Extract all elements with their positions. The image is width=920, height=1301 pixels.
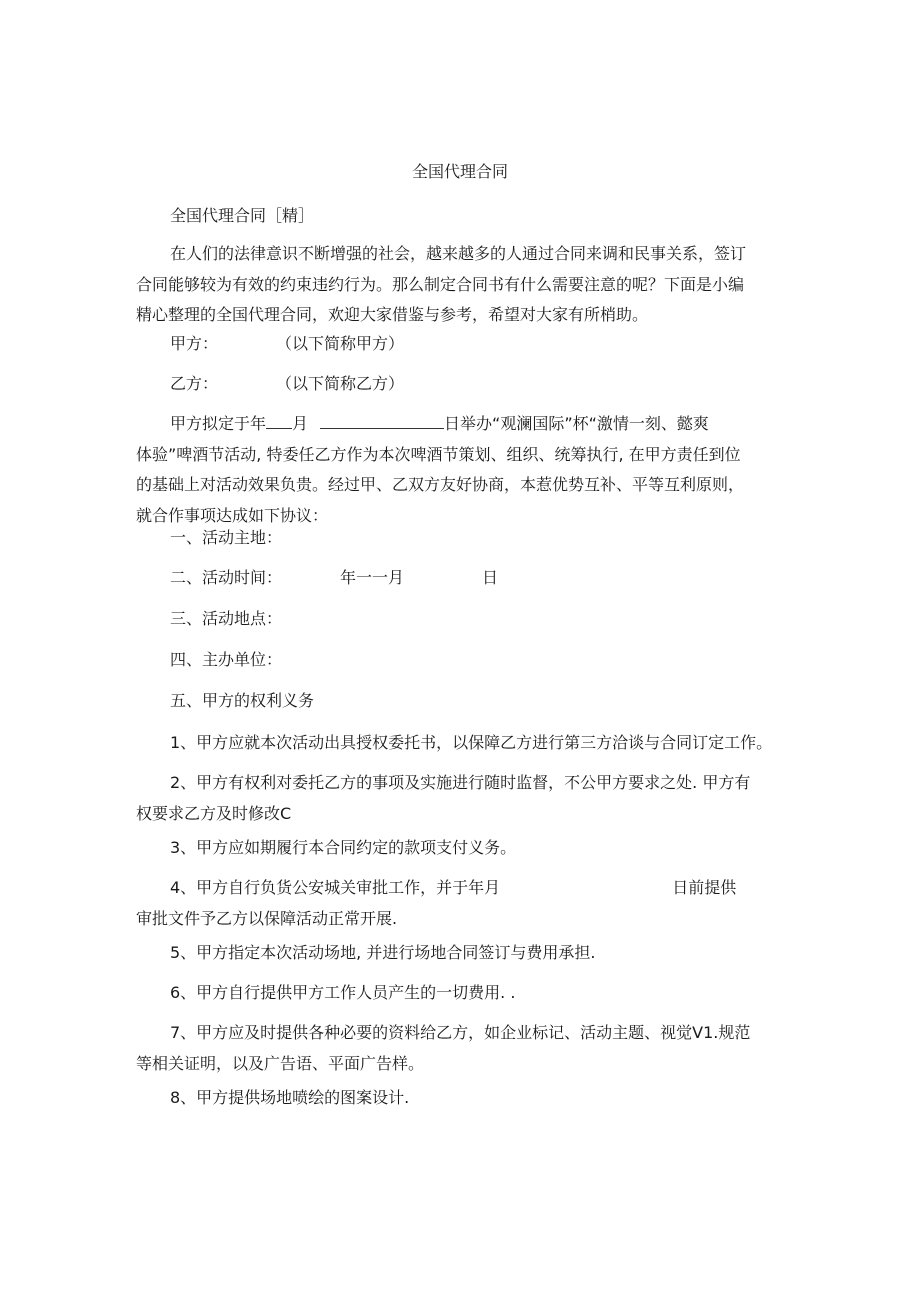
blank-underline [320, 412, 444, 429]
clause-1: 1、甲方应就本次活动出具授权委托书，以保障乙方进行第三方洽谈与合同订定工作。 [170, 733, 773, 752]
party-a-line: 甲方： （以下简称甲方） [170, 334, 405, 353]
document-title: 全国代理合同 [411, 162, 508, 181]
clause-3: 3、甲方应如期履行本合同约定的款项支付义务。 [170, 838, 517, 857]
item-rights-heading: 五、甲方的权利义务 [170, 691, 315, 710]
blank-underline [266, 412, 292, 429]
item-activity-place: 三、活动地点： [170, 609, 283, 628]
clause-5: 5、甲方指定本次活动场地, 并进行场地合同签订与费用承担. [170, 943, 596, 962]
clause-2: 2、甲方有权利对委托乙方的事项及实施进行随时监督，不公甲方要求之处. 甲方有 权要求乙方及时修改C [136, 773, 751, 823]
preamble-paragraph: 甲方拟定于年 月 日举办“观澜国际”杯“激情一刻、懿爽 体验”啤酒节活动, 特委任乙方作为本次啤酒节策划、组织、统筹执行, 在甲方责任到位 的基础上对活动效果负贵。经过甲、乙双方友好协商，本惹优势互补、平等互利原则， 就合作事项达成如下协议： [136, 414, 745, 525]
clause-8: 8、甲方提供场地喷绘的图案设计. [170, 1088, 410, 1107]
document-subtitle: 全国代理合同［精］ [170, 206, 315, 225]
item-activity-subject: 一、活动主地： [170, 528, 283, 547]
clause-6: 6、甲方自行提供甲方工作人员产生的一切费用. . [170, 983, 516, 1002]
party-b-line: 乙方： （以下简称乙方） [170, 374, 405, 393]
clause-4: 4、甲方自行负货公安城关审批工作，并于年月 日前提供 审批文件予乙方以保障活动正常开展. [136, 878, 737, 928]
item-activity-time: 二、活动时间： 年一一月 日 [170, 568, 499, 587]
item-organizer: 四、主办单位： [170, 650, 283, 669]
intro-paragraph: 在人们的法律意识不断增强的社会，越来越多的人通过合同来调和民事关系，签订 合同能够较为有效的约束违约行为。那么制定合同书有什么需要注意的呢？下面是小编 精心整理的全国代理合同，欢迎大家借鉴与参考，希望对大家有所梢助。 [136, 244, 747, 324]
clause-7: 7、甲方应及时提供各种必要的资料给乙方，如企业标记、活动主题、视觉V1.规范 等相关证明，以及广告语、平面广告样。 [136, 1023, 751, 1073]
